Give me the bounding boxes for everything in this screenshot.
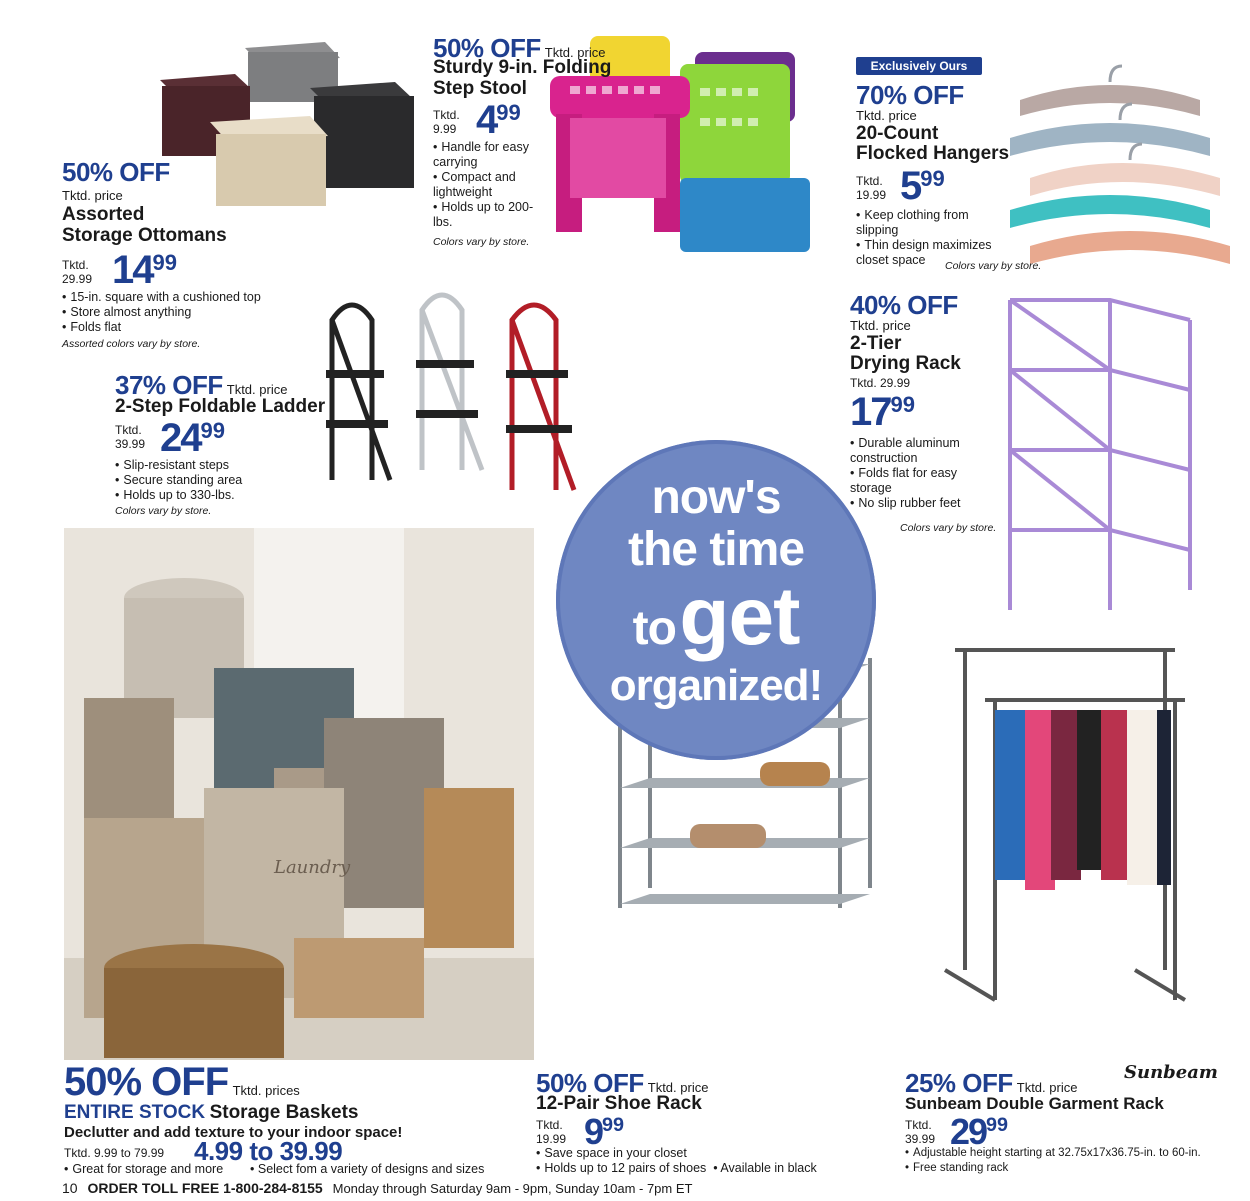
ladder-discount-pct: 37% OFF [115, 370, 223, 400]
stool-orig-price: 9.99 [433, 122, 457, 136]
shoe-tktd-label: Tktd. price [647, 1080, 709, 1095]
stool-bullets [433, 140, 543, 230]
baskets-title: Storage Baskets [209, 1102, 359, 1123]
hangers-orig-price: 19.99 [856, 188, 887, 202]
list-item: • Keep clothing from slipping [856, 208, 1006, 238]
stool-title-1: Sturdy 9-in. Folding [433, 57, 612, 78]
list-item: • Holds up to 200-lbs. [433, 200, 543, 230]
stool-title-2: Step Stool [433, 78, 527, 99]
list-item: • Thin design maximizes closet space [856, 238, 1006, 268]
baskets-entire-stock: ENTIRE STOCK [64, 1102, 206, 1123]
ottomans-sale-price [112, 250, 177, 290]
stool-sale-price [476, 100, 521, 140]
baskets-discount [64, 1062, 300, 1102]
baskets-orig-price: Tktd. 9.99 to 79.99 [64, 1146, 165, 1160]
ladder-tktd-label: Tktd. price [226, 382, 288, 397]
list-item: • Great for storage and more [64, 1162, 464, 1177]
ottomans-photo [150, 38, 440, 210]
drying-discount [850, 290, 958, 321]
ladder-bullets [115, 458, 315, 503]
ladder-sale-price [160, 418, 225, 458]
baskets-headline [64, 1102, 358, 1124]
list-item: • No slip rubber feet [850, 496, 1000, 511]
garment-tktd-label: Tktd. price [1016, 1080, 1078, 1095]
shoe-title: 12-Pair Shoe Rack [536, 1093, 702, 1114]
garment-sale-price [950, 1111, 1009, 1152]
page-number: 10 [62, 1180, 78, 1196]
stool-discount-pct: 50% OFF [433, 33, 541, 63]
list-item: • Secure standing area [115, 473, 315, 488]
baskets-extra: • Select fom a variety of designs and sizes [250, 1162, 485, 1176]
hangers-sale-cents: 99 [920, 166, 945, 191]
banner-line-1: now's [651, 471, 781, 524]
baskets-tktd-label: Tktd. prices [232, 1083, 300, 1098]
stool-tktd-label: Tktd. price [544, 45, 606, 60]
drying-sale-cents: 99 [890, 392, 915, 417]
drying-note: Colors vary by store. [900, 522, 997, 534]
sunbeam-logo: Sunbeam [1124, 1062, 1218, 1083]
ottomans-orig-price: 29.99 [62, 272, 93, 286]
shoe-bullets [536, 1146, 866, 1176]
drying-sale-price [850, 392, 915, 432]
garment-rack-photo [935, 640, 1205, 1040]
list-item: • Holds up to 330-lbs. [115, 488, 315, 503]
drying-rack-photo [990, 280, 1230, 620]
garment-title: Sunbeam Double Garment Rack [905, 1094, 1164, 1113]
ottomans-discount-pct: 50% OFF [62, 157, 170, 187]
garment-sale-cents: 99 [986, 1114, 1009, 1136]
shoe-bullet-2: Holds up to 12 pairs of shoes [544, 1161, 707, 1175]
ottomans-bullets [62, 290, 322, 335]
ladder-note: Colors vary by store. [115, 505, 212, 517]
shoe-discount-pct: 50% OFF [536, 1068, 644, 1098]
drying-orig-price: Tktd. 29.99 [850, 376, 911, 390]
list-item: • Folds flat for easy storage [850, 466, 1000, 496]
baskets-bullet-2: Select fom a variety of designs and sizes [257, 1162, 485, 1176]
drying-tktd-label: Tktd. price [850, 318, 911, 333]
ladder-sale-cents: 99 [200, 418, 225, 443]
garment-sale-dollars: 29 [950, 1111, 987, 1152]
hangers-tktd-label: Tktd. price [856, 108, 917, 123]
shoe-orig-price: 19.99 [536, 1132, 567, 1146]
promo-banner-circle [556, 440, 876, 760]
baskets-discount-pct: 50% OFF [64, 1060, 229, 1104]
shoe-sale-dollars: 9 [584, 1111, 603, 1152]
list-item: • Holds up to 12 pairs of shoes • Available in black [536, 1161, 866, 1176]
ladder-orig-label: Tktd. [115, 423, 142, 437]
garment-orig-label: Tktd. [905, 1118, 932, 1132]
order-phone: ORDER TOLL FREE 1-800-284-8155 [87, 1180, 323, 1196]
shoe-sale-price [584, 1111, 625, 1152]
banner-line-4: organized! [609, 661, 823, 710]
list-item: • 15-in. square with a cushioned top [62, 290, 322, 305]
shoe-bullet-3: Available in black [720, 1161, 817, 1175]
hangers-photo [1010, 60, 1240, 290]
hangers-title-1: 20-Count [856, 123, 939, 144]
list-item: • Compact and lightweight [433, 170, 543, 200]
banner-line-3a: to [632, 602, 676, 655]
list-item: • Save space in your closet [536, 1146, 866, 1161]
list-item: • Slip-resistant steps [115, 458, 315, 473]
ottomans-discount [62, 157, 170, 188]
shoe-orig-label: Tktd. [536, 1118, 563, 1132]
drying-sale-dollars: 17 [850, 390, 891, 434]
hangers-sale-price [900, 166, 945, 206]
ladder-orig-price: 39.99 [115, 437, 146, 451]
ladders-photo [312, 280, 582, 500]
drying-title-1: 2-Tier [850, 333, 902, 354]
stool-note: Colors vary by store. [433, 236, 530, 248]
banner-line-3b: get [679, 571, 800, 662]
hangers-sale-dollars: 5 [900, 164, 921, 208]
hangers-discount [856, 80, 964, 111]
ottomans-orig-label: Tktd. [62, 258, 89, 272]
drying-discount-pct: 40% OFF [850, 290, 958, 320]
ladder-title: 2-Step Foldable Ladder [115, 396, 326, 417]
garment-orig-price: 39.99 [905, 1132, 936, 1146]
footer [0, 1176, 1250, 1201]
ottomans-title-1: Assorted [62, 204, 145, 225]
order-hours: Monday through Saturday 9am - 9pm, Sunday 10am - 7pm ET [332, 1181, 693, 1196]
hangers-note: Colors vary by store. [945, 260, 1042, 272]
garment-discount-pct: 25% OFF [905, 1068, 1013, 1098]
hangers-orig-label: Tktd. [856, 174, 883, 188]
shoe-sale-cents: 99 [602, 1114, 625, 1136]
storage-baskets-photo [64, 528, 534, 1060]
stool-orig-label: Tktd. [433, 108, 460, 122]
list-item: • Folds flat [62, 320, 322, 335]
hangers-bullets [856, 208, 1006, 268]
ladder-sale-dollars: 24 [160, 416, 201, 460]
list-item: • Handle for easy carrying [433, 140, 543, 170]
laundry-label: Laundry [274, 857, 351, 878]
hangers-title-2: Flocked Hangers [856, 143, 1010, 164]
banner-line-2: the time [627, 523, 805, 576]
banner-line-3 [556, 571, 876, 662]
baskets-sale-range: 4.99 to 39.99 [194, 1136, 343, 1166]
garment-bullets [905, 1146, 1245, 1176]
exclusive-badge: Exclusively Ours [856, 57, 982, 75]
list-item: • Durable aluminum construction [850, 436, 1000, 466]
ottomans-sale-cents: 99 [152, 250, 177, 275]
list-item: • Store almost anything [62, 305, 322, 320]
ottomans-tktd-label: Tktd. price [62, 188, 123, 203]
stool-sale-dollars: 4 [476, 98, 497, 142]
hangers-discount-pct: 70% OFF [856, 80, 964, 110]
ottomans-sale-dollars: 14 [112, 248, 153, 292]
ottomans-note: Assorted colors vary by store. [62, 338, 201, 350]
ottomans-title-2: Storage Ottomans [62, 225, 227, 246]
list-item: • Free standing rack [905, 1161, 1245, 1176]
baskets-tagline: Declutter and add texture to your indoor space! [64, 1124, 403, 1141]
drying-title-2: Drying Rack [850, 353, 961, 374]
list-item: • Adjustable height starting at 32.75x17x36.75-in. to 60-in. [905, 1146, 1245, 1161]
stool-sale-cents: 99 [496, 100, 521, 125]
